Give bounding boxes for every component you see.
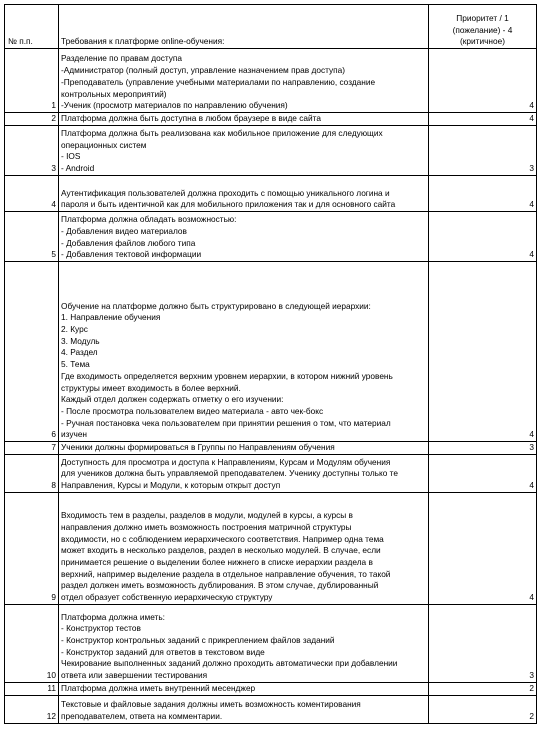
req-line: Разделение по правам доступа	[61, 53, 182, 64]
header-num-cell[interactable]	[5, 5, 59, 49]
table-row	[5, 49, 537, 113]
req-line: - Ручная постановка чека пользователем при принятии решения о том, что материал	[61, 417, 391, 428]
requirements-table	[4, 4, 537, 724]
row-number: 8	[51, 480, 56, 491]
row-priority: 4	[529, 100, 534, 111]
req-line: - IOS	[61, 151, 81, 162]
table-row	[5, 442, 537, 455]
row-num-cell[interactable]	[5, 175, 59, 211]
req-line: Текстовые и файловые задания должны иметь возможность коментирования	[61, 699, 361, 710]
header-req-cell[interactable]	[59, 5, 429, 49]
row-priority-cell[interactable]	[429, 682, 537, 695]
req-line: - После просмотра пользователем видео материала - авто чек-бокс	[61, 406, 324, 416]
req-line: Доступность для просмотра и доступа к Направлениям, Курсам и Модулям обучения	[61, 456, 391, 467]
row-priority: 4	[529, 480, 534, 491]
row-number: 1	[51, 100, 56, 111]
cell-spacer	[61, 289, 426, 301]
header-row	[5, 5, 537, 49]
req-line: -Администратор (полный доступ, управление назначением прав доступа)	[61, 65, 346, 76]
row-priority-cell[interactable]	[429, 175, 537, 211]
row-req-cell[interactable]	[59, 454, 429, 492]
req-line: - Конструктор контрольных заданий с прикреплением файлов заданий	[61, 635, 335, 645]
row-number: 7	[51, 442, 56, 453]
req-line: - Добавления видео материалов	[61, 226, 187, 236]
req-line: пароля и быть идентичной как для мобильного приложения так и для основного сайта	[61, 199, 396, 210]
row-req-cell[interactable]	[59, 682, 429, 695]
req-line: Платформа должна обладать возможностью:	[61, 214, 237, 225]
row-priority: 4	[529, 592, 534, 603]
row-req-cell[interactable]	[59, 262, 429, 442]
table-row	[5, 454, 537, 492]
row-req-cell[interactable]	[59, 49, 429, 113]
req-line: Ученики должны формироваться в Группы по Направлениям обучения	[61, 442, 335, 453]
req-line: принимается решение о выделении более нижнего в списке иерархии раздела в	[61, 557, 373, 567]
req-line: Платформа должна быть реализована как мобильное приложение для следующих	[61, 127, 383, 138]
row-priority-cell[interactable]	[429, 49, 537, 113]
req-line: для учеников должна быть управляемой преподавателем. Ученику доступны только те	[61, 468, 398, 479]
requirements-sheet	[4, 4, 536, 724]
row-number: 4	[51, 199, 56, 210]
req-line: Платформа должна иметь:	[61, 611, 165, 622]
row-priority: 3	[529, 442, 534, 453]
table-row	[5, 682, 537, 695]
req-line: Платформа должна быть доступна в любом браузере в виде сайта	[61, 113, 321, 123]
req-line: - Конструктор тестов	[61, 623, 141, 634]
req-line: отдел образует собственную иерархическую структуру	[61, 592, 273, 603]
req-line: преподавателем, ответа на комментарии.	[61, 710, 223, 721]
row-priority-cell[interactable]	[429, 125, 537, 175]
req-line: Направления, Курсы и Модули, к которым открыт доступ	[61, 480, 281, 491]
req-line: ответа или завершении тестирования	[61, 670, 208, 681]
req-line: 2. Курс	[61, 324, 88, 335]
row-priority-cell[interactable]	[429, 492, 537, 604]
row-req-cell[interactable]	[59, 113, 429, 126]
req-line: может входить в несколько разделов, раздел в несколько модулей. В случае, если	[61, 545, 381, 556]
table-row	[5, 695, 537, 723]
req-line: Платформа должна иметь внутренний месенджер	[61, 682, 256, 693]
header-priority-line: (критичное)	[460, 36, 505, 47]
row-priority-cell[interactable]	[429, 212, 537, 262]
row-number: 9	[51, 592, 56, 603]
req-line: верхний, например выделение раздела в отдельное направление обучения, то такой	[61, 568, 391, 579]
row-num-cell[interactable]	[5, 212, 59, 262]
row-num-cell[interactable]	[5, 442, 59, 455]
req-line: Каждый отдел должен содержать отметку о его изучении:	[61, 394, 284, 405]
req-line: 4. Раздел	[61, 347, 98, 358]
row-num-cell[interactable]	[5, 262, 59, 442]
req-line: Чекирование выполненных заданий должно проходить автоматически при добавлении	[61, 658, 398, 669]
header-priority-line: (пожелание) - 4	[452, 24, 513, 35]
row-priority-cell[interactable]	[429, 604, 537, 682]
row-number: 5	[51, 249, 56, 260]
row-number: 3	[51, 163, 56, 173]
row-num-cell[interactable]	[5, 49, 59, 113]
req-line: раздел должен иметь возможность дублирования. В этом случае, дублированный	[61, 580, 379, 591]
row-req-cell[interactable]	[59, 695, 429, 723]
req-line: входимости, но с соблюдением иерархического соответствия. Например одна тема	[61, 533, 384, 544]
req-line: - Добавления тектовой информации	[61, 249, 202, 260]
row-priority-cell[interactable]	[429, 454, 537, 492]
row-num-cell[interactable]	[5, 113, 59, 126]
table-row	[5, 113, 537, 126]
row-priority-cell[interactable]	[429, 262, 537, 442]
row-priority: 4	[529, 429, 534, 440]
row-number: 10	[46, 670, 56, 681]
row-req-cell[interactable]	[59, 604, 429, 682]
req-line: - Android	[61, 163, 95, 173]
row-num-cell[interactable]	[5, 682, 59, 695]
row-priority: 2	[529, 710, 534, 721]
header-req-label: Требования к платформе online-обучения:	[61, 36, 225, 47]
row-req-cell[interactable]	[59, 125, 429, 175]
row-priority: 3	[529, 670, 534, 681]
row-priority: 3	[529, 163, 534, 173]
row-priority-cell[interactable]	[429, 442, 537, 455]
row-number: 2	[51, 113, 56, 123]
table-row	[5, 175, 537, 211]
req-line: -Ученик (просмотр материалов по направлению обучения)	[61, 100, 288, 111]
row-num-cell[interactable]	[5, 695, 59, 723]
table-row	[5, 212, 537, 262]
row-req-cell[interactable]	[59, 175, 429, 211]
row-number: 6	[51, 429, 56, 440]
table-row	[5, 125, 537, 175]
req-line: Входимость тем в разделы, разделов в модули, модулей в курсы, а курсы в	[61, 510, 353, 521]
req-line: направления должно иметь возможность построения матричной структуры	[61, 521, 352, 532]
row-number: 12	[46, 710, 56, 721]
row-priority: 4	[529, 249, 534, 260]
header-priority-line: Приоритет / 1	[456, 12, 509, 23]
row-req-cell[interactable]	[59, 492, 429, 604]
header-priority-cell[interactable]	[429, 5, 537, 49]
req-line: контрольных мероприятий)	[61, 88, 167, 99]
req-line: - Конструктор заданий для ответов в текстовом виде	[61, 646, 265, 657]
row-num-cell[interactable]	[5, 604, 59, 682]
req-line: 5. Тема	[61, 359, 90, 370]
req-line: Где входимость определяется верхним уровнем иерархии, в котором нижний уровень	[61, 370, 393, 381]
row-priority: 4	[529, 199, 534, 210]
req-line: -Преподаватель (управление учебными материалами по направлению, создание	[61, 76, 376, 87]
header-num-label: № п.п.	[8, 36, 33, 47]
req-line: структуры имеет входимость в более верхний.	[61, 382, 241, 393]
row-priority-cell[interactable]	[429, 695, 537, 723]
table-row	[5, 262, 537, 442]
table-row	[5, 492, 537, 604]
row-priority: 4	[529, 113, 534, 123]
row-req-cell[interactable]	[59, 442, 429, 455]
req-line: операционных систем	[61, 139, 147, 150]
row-num-cell[interactable]	[5, 492, 59, 604]
row-priority: 2	[529, 682, 534, 693]
row-number: 11	[47, 682, 56, 693]
req-line: 1. Направление обучения	[61, 312, 161, 323]
req-line: - Добавления файлов любого типа	[61, 237, 196, 248]
req-line: 3. Модуль	[61, 335, 100, 346]
table-row	[5, 604, 537, 682]
req-line: Обучение на платформе должно быть структурировано в следующей иерархии:	[61, 300, 371, 311]
row-num-cell[interactable]	[5, 125, 59, 175]
row-num-cell[interactable]	[5, 454, 59, 492]
cell-spacer	[61, 176, 426, 188]
row-priority-cell[interactable]	[429, 113, 537, 126]
req-line: Аутентификация пользователей должна проходить с помощью уникального логина и	[61, 187, 390, 198]
row-req-cell[interactable]	[59, 212, 429, 262]
req-line: изучен	[61, 429, 88, 440]
